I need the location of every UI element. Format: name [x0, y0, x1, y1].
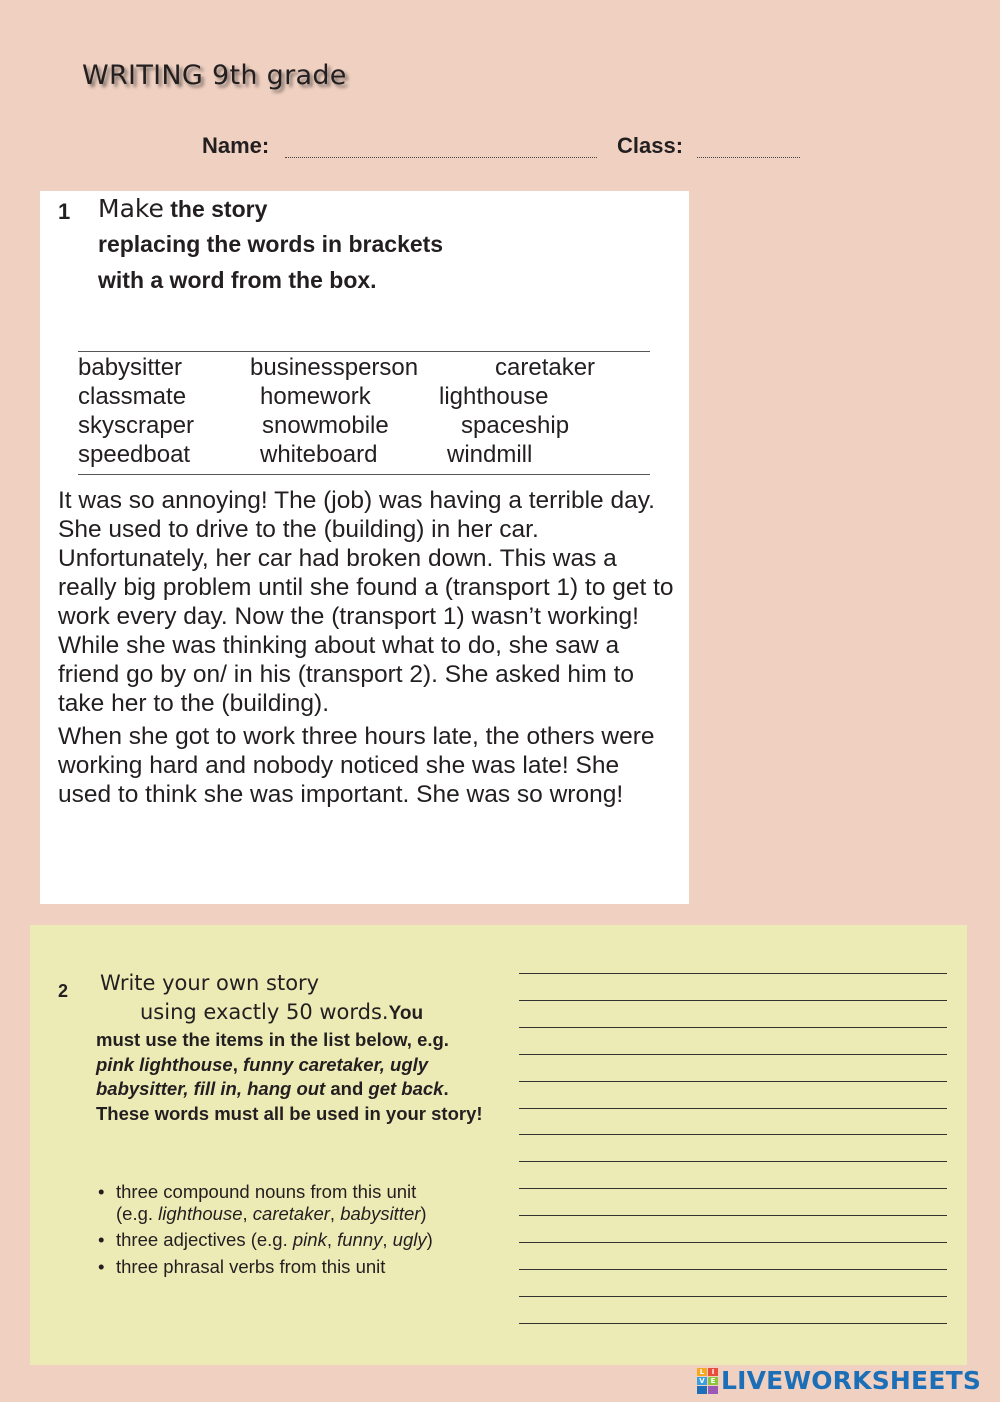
instruction-text: and: [330, 1078, 364, 1099]
answer-line[interactable]: [519, 1188, 947, 1189]
example-word: babysitter: [340, 1203, 421, 1224]
logo-mark-cell: E: [708, 1377, 718, 1385]
exercise-1-instruction-line1: [98, 194, 267, 223]
example-text: (e.g.: [116, 1203, 154, 1224]
answer-line[interactable]: [519, 1054, 947, 1055]
word-box-item: snowmobile: [262, 412, 389, 439]
example-word: lighthouse: [158, 1203, 243, 1224]
instruction-handwritten: Make: [98, 194, 164, 223]
exercise-2-instruction-line1: Write your own story: [100, 971, 320, 995]
instruction-rest: the story: [170, 196, 268, 222]
word-box-item: skyscraper: [78, 412, 195, 439]
instruction-example: pink lighthouse: [96, 1053, 233, 1075]
list-item: [96, 1226, 496, 1253]
word-box-item: lighthouse: [439, 383, 549, 410]
logo-mark-cell: [697, 1386, 707, 1394]
instruction-text: . These words must all be used in your story!: [96, 1078, 483, 1124]
answer-line[interactable]: [519, 1161, 947, 1162]
instruction-handwritten: using exactly 50 words.: [140, 1000, 389, 1024]
exercise-2-number: 2: [58, 981, 69, 1001]
answer-line[interactable]: [519, 1108, 947, 1109]
worksheet-title: WRITING 9th grade: [82, 60, 347, 91]
answer-line[interactable]: [519, 1296, 947, 1297]
instruction-you: You: [388, 1003, 424, 1024]
answer-line[interactable]: [519, 1215, 947, 1216]
story-paragraph: When she got to work three hours late, the others were working hard and nobody noticed she was late! She used to think she was important. She was so wrong!: [58, 723, 655, 808]
word-box-item: businessperson: [250, 354, 419, 381]
example-word: pink: [292, 1229, 327, 1250]
example-text: ,: [382, 1229, 388, 1250]
story-text: [58, 486, 678, 809]
exercise-1-number: 1: [58, 199, 71, 224]
requirements-list: [96, 1178, 496, 1280]
answer-line[interactable]: [519, 1000, 947, 1001]
name-label: Name:: [202, 133, 270, 158]
word-box-item: whiteboard: [260, 441, 378, 468]
example-word: caretaker: [252, 1203, 330, 1224]
word-box-item: caretaker: [495, 354, 596, 381]
answer-line[interactable]: [519, 1242, 947, 1243]
class-label: Class:: [617, 133, 684, 158]
list-item-text: three adjectives (e.g.: [116, 1229, 288, 1250]
logo-text: LIVEWORKSHEETS: [721, 1366, 982, 1395]
liveworksheets-logo: [697, 1366, 981, 1395]
exercise-2-instruction-body: [96, 1028, 486, 1126]
story-paragraph: It was so annoying! The (job) was having a terrible day. She used to drive to the (building) in her car. Unfortunately, her car had broken down. This was a really big problem until she found a (transport 1) to get to work every day. Now the (transport 1) wasn’t working! While she was thinking about what to do, she saw a friend go by on/ in his (transport 2). She asked him to take her to the (building).: [58, 487, 674, 717]
instruction-text: must use the items in the list below, e.g.: [96, 1029, 449, 1050]
logo-mark-cell: L: [697, 1368, 707, 1376]
list-item-example: [116, 1202, 496, 1226]
exercise-2-panel: [30, 925, 967, 1365]
exercise-2-instruction-line2: [140, 1000, 423, 1025]
name-field[interactable]: [285, 157, 597, 158]
word-box-item: homework: [260, 383, 371, 410]
answer-line[interactable]: [519, 973, 947, 974]
word-box-item: babysitter: [78, 354, 183, 381]
example-text: ): [420, 1203, 427, 1224]
list-item: [96, 1178, 496, 1226]
exercise-1-instruction-line2: replacing the words in brackets: [98, 231, 444, 257]
instruction-example: get back: [368, 1078, 444, 1099]
answer-line[interactable]: [519, 1323, 947, 1324]
instruction-text: ,: [232, 1053, 238, 1075]
word-box-item: classmate: [78, 383, 187, 410]
example-text: ,: [242, 1203, 248, 1224]
answer-line[interactable]: [519, 1081, 947, 1082]
logo-mark-cell: I: [708, 1368, 718, 1376]
answer-line[interactable]: [519, 1134, 947, 1135]
list-item: • three phrasal verbs from this unit: [96, 1253, 496, 1280]
word-box-item: speedboat: [78, 441, 191, 468]
word-box-bottom-rule: [78, 474, 650, 475]
answer-line[interactable]: [519, 1027, 947, 1028]
example-text: ,: [329, 1203, 336, 1224]
class-field[interactable]: [697, 157, 800, 158]
word-box-item: spaceship: [461, 412, 570, 439]
list-item-text: three compound nouns from this unit: [116, 1181, 417, 1202]
exercise-1-panel: [40, 191, 689, 904]
example-word: ugly: [392, 1229, 427, 1250]
word-box-top-rule: [78, 351, 650, 352]
word-box-item: windmill: [447, 441, 533, 468]
example-text: ): [426, 1229, 433, 1250]
exercise-1-instruction-line3: with a word from the box.: [98, 267, 377, 293]
answer-line[interactable]: [519, 1269, 947, 1270]
instruction-example: funny caretaker, ugly babysitter, fill in, hang out: [96, 1053, 429, 1099]
logo-mark-cell: [708, 1386, 718, 1394]
example-word: funny: [337, 1229, 383, 1250]
example-text: ,: [326, 1229, 332, 1250]
logo-mark-icon: [697, 1368, 718, 1394]
logo-mark-cell: V: [697, 1377, 707, 1385]
